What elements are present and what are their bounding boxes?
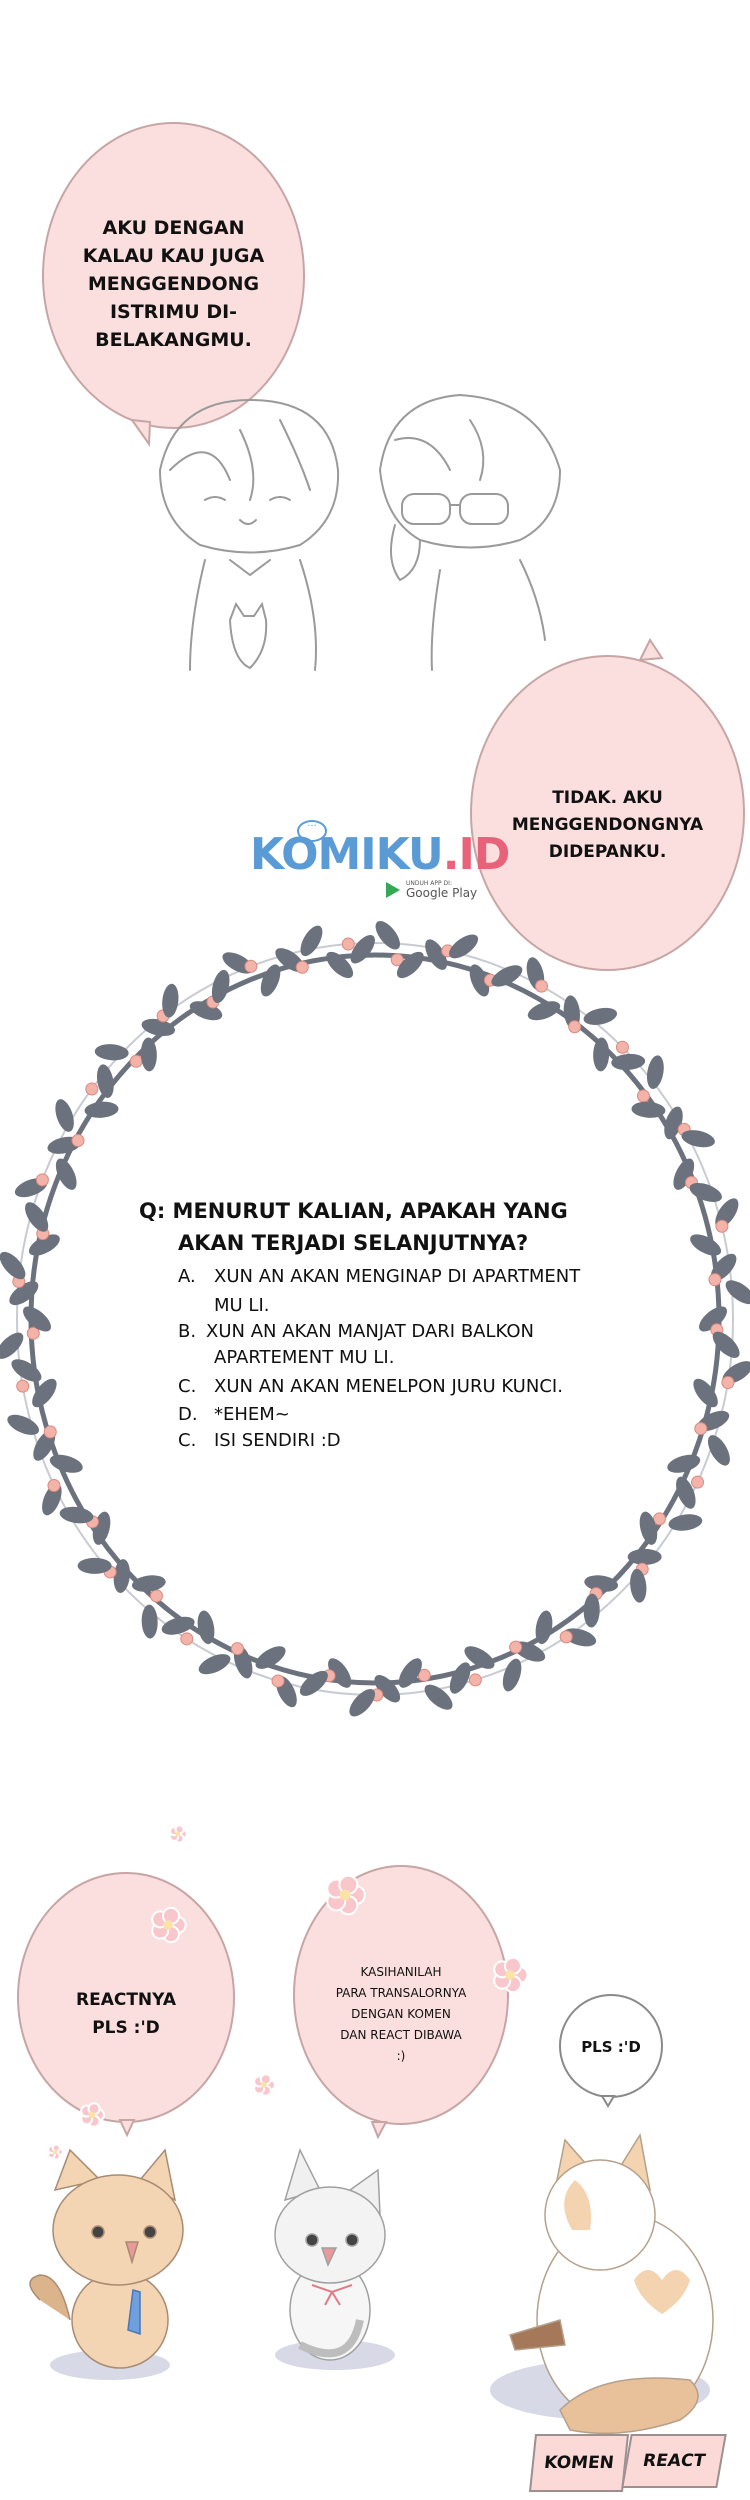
text-line: KALAU KAU JUGA xyxy=(82,245,265,267)
brand-suffix: .ID xyxy=(442,829,510,880)
text-line: MENGGENDONGNYA xyxy=(511,815,704,835)
bubble-tail xyxy=(120,2120,134,2135)
text-line: ISTRIMU DI- xyxy=(109,301,238,323)
bubble-tail xyxy=(372,2122,386,2137)
white-cat xyxy=(275,2150,385,2360)
option-key: A. xyxy=(178,1266,196,1287)
text-line: TIDAK. AKU xyxy=(552,788,663,808)
flower-decoration xyxy=(48,2145,63,2160)
option-key: C. xyxy=(178,1376,197,1397)
flower-decoration xyxy=(81,2103,104,2127)
text-line: REACTNYA xyxy=(76,1990,176,2010)
flower-decoration xyxy=(494,1958,527,1992)
option-key: B. xyxy=(178,1321,197,1342)
question-prompt-cont: AKAN TERJADI SELANJUTNYA? xyxy=(178,1231,529,1255)
chat-bubble-icon: ··· xyxy=(297,820,327,842)
brand-main: KOMIKU xyxy=(250,829,443,880)
bubble-tail xyxy=(602,2096,614,2106)
text-line: DAN REACT DIBAWA xyxy=(340,2028,462,2042)
option-text: XUN AN AKAN MENGINAP DI APARTMENT xyxy=(214,1266,581,1287)
text-line: DIDEPANKU. xyxy=(548,842,667,862)
text-line: AKU DENGAN xyxy=(102,217,245,239)
option-text: XUN AN AKAN MANJAT DARI BALKON xyxy=(206,1321,534,1342)
text-line: PLS :'D xyxy=(92,2018,160,2038)
flower-decoration xyxy=(327,1876,365,1915)
option-text: MU LI. xyxy=(214,1295,270,1316)
question-prompt: Q: MENURUT KALIAN, APAKAH YANG xyxy=(139,1199,568,1223)
store-name: Google Play xyxy=(406,886,478,900)
text-line: DENGAN KOMEN xyxy=(351,2007,451,2021)
option-key: D. xyxy=(178,1404,198,1425)
react-card: REACT xyxy=(621,2434,727,2488)
flower-decoration xyxy=(254,2074,275,2095)
flower-decoration xyxy=(170,1825,187,1842)
flower-decoration xyxy=(152,1908,185,1942)
tagline: UNDUH APP DI: xyxy=(406,880,452,887)
text-line: :) xyxy=(396,2049,406,2063)
option-text: XUN AN AKAN MENELPON JURU KUNCI. xyxy=(214,1376,563,1397)
option-text: *EHEM~ xyxy=(214,1404,290,1425)
text-line: BELAKANGMU. xyxy=(95,329,252,351)
orange-cat xyxy=(30,2150,183,2368)
text-line: PARA TRANSALORNYA xyxy=(335,1986,467,2000)
option-key: C. xyxy=(178,1430,197,1451)
komen-card: KOMEN xyxy=(529,2434,629,2492)
text-line: MENGGENDONG xyxy=(87,273,260,295)
option-text: ISI SENDIRI :D xyxy=(214,1430,341,1451)
text-line: PLS :'D xyxy=(581,2038,641,2056)
text-line: KASIHANILAH xyxy=(360,1965,442,1979)
option-text: APARTEMENT MU LI. xyxy=(214,1347,395,1368)
